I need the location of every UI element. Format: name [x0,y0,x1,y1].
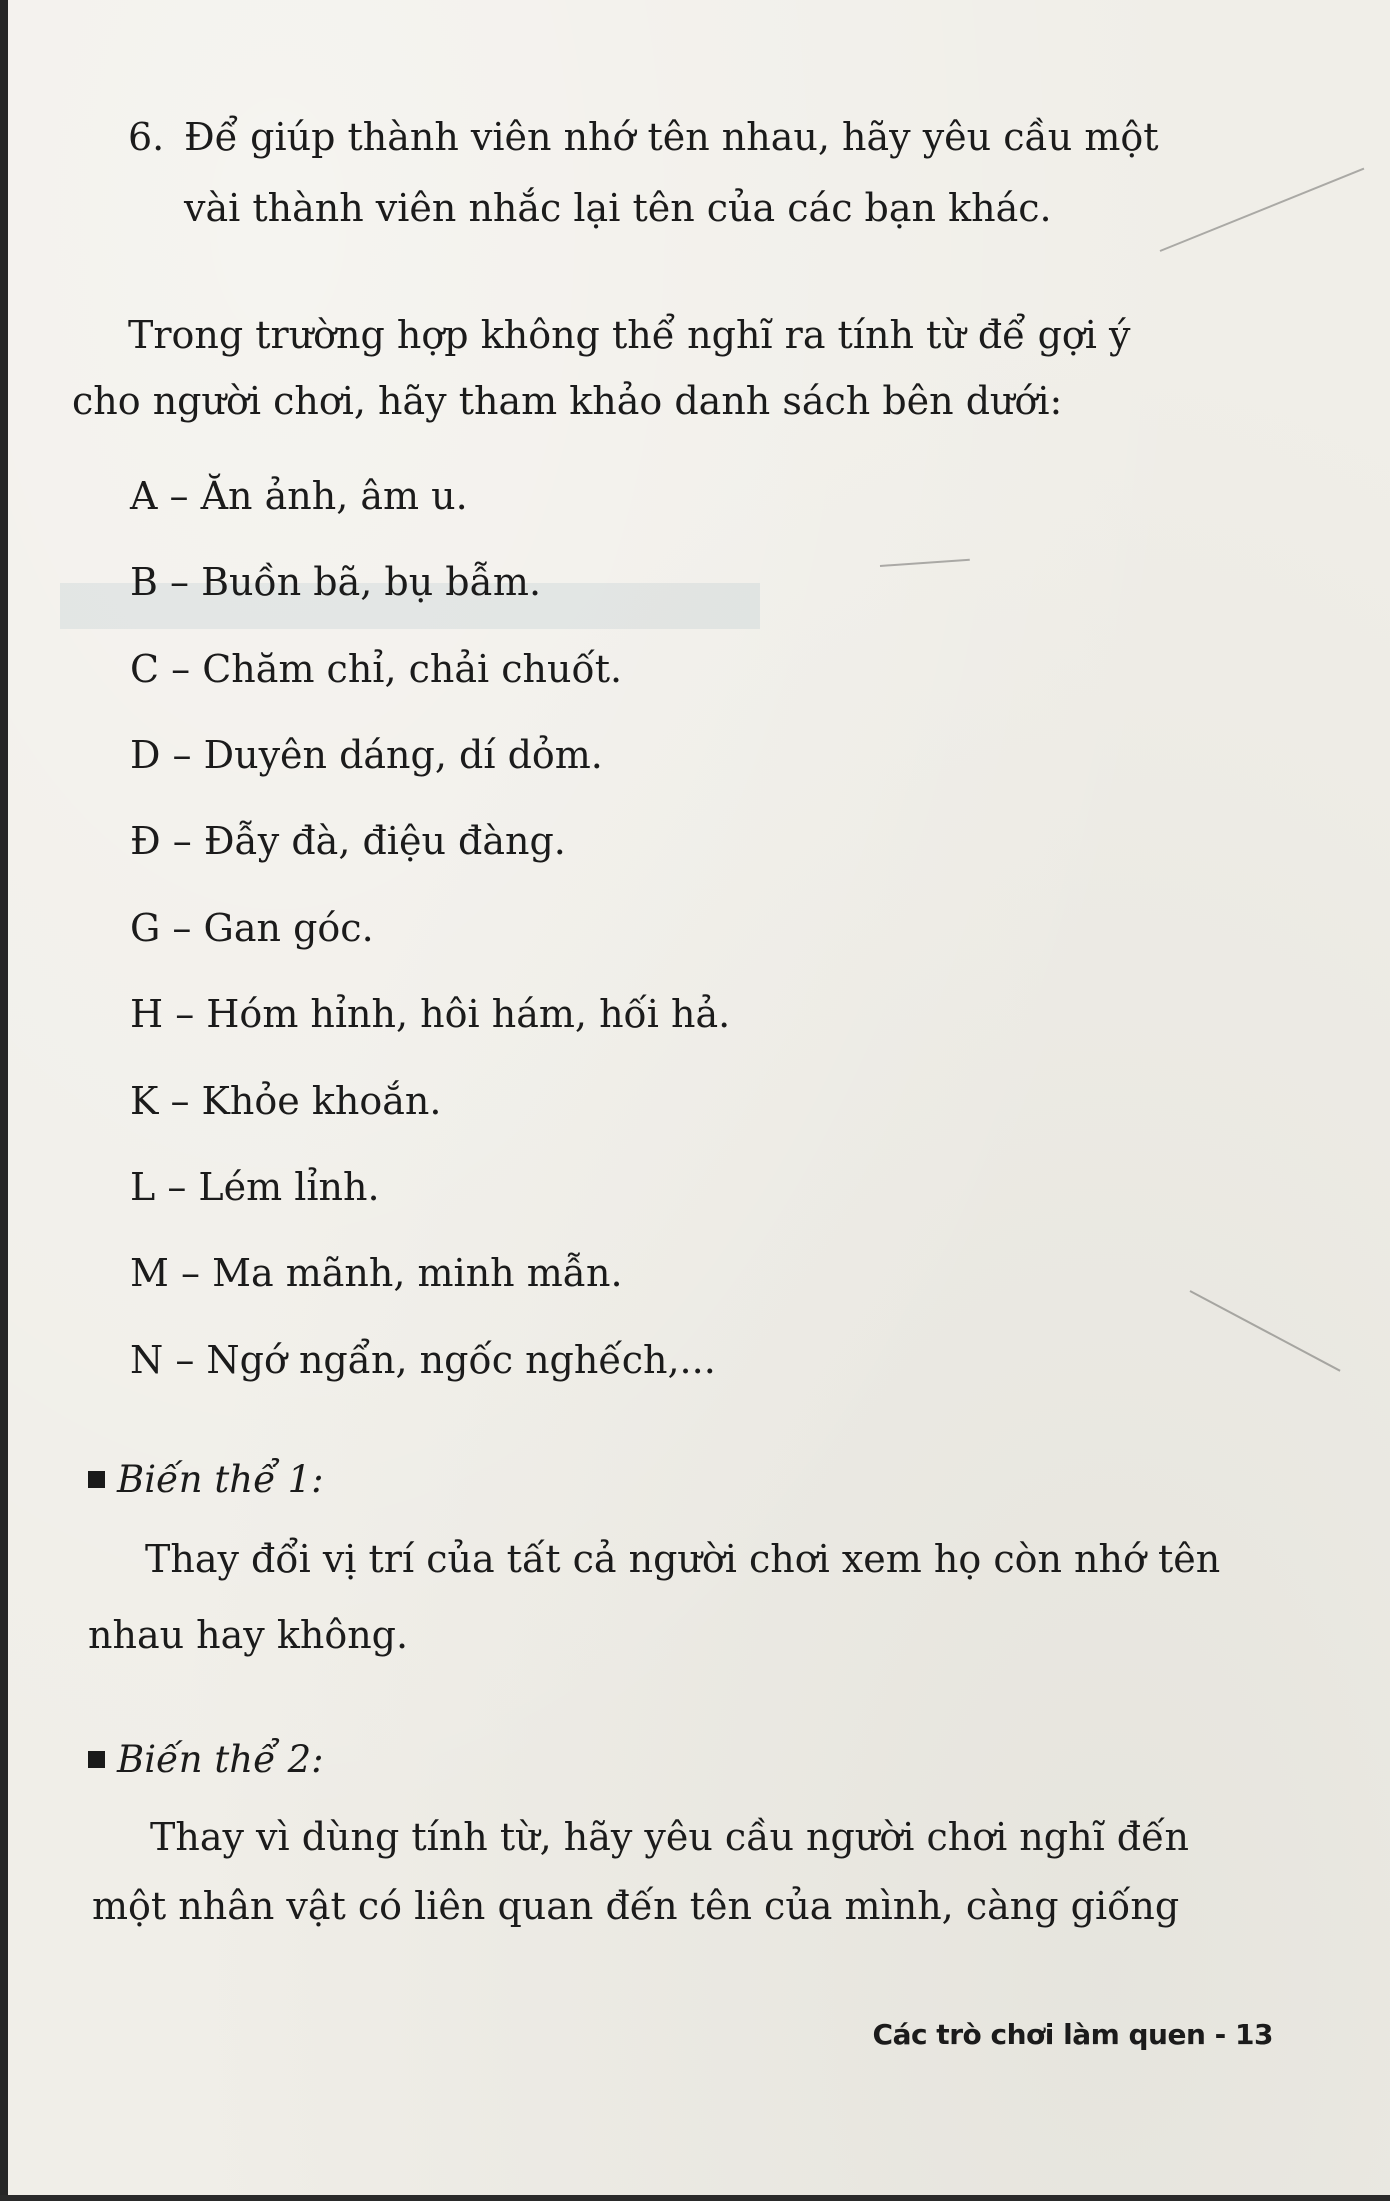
list-item: G – Gan góc. [130,906,374,950]
scan-edge-bottom [0,2195,1390,2201]
bullet-square-icon [88,1751,105,1768]
item-6-line-2: vài thành viên nhắc lại tên của các bạn khác. [184,186,1052,230]
variant-2-heading [88,1738,324,1781]
variant-1-line-1: Thay đổi vị trí của tất cả người chơi xem họ còn nhớ tên [145,1537,1221,1581]
variant-1-heading [88,1458,324,1501]
scan-edge-left [0,0,8,2201]
list-item: D – Duyên dáng, dí dỏm. [130,733,603,777]
scan-scratch [880,559,970,567]
list-item: N – Ngớ ngẩn, ngốc nghếch,... [130,1338,716,1382]
item-6-line-1: Để giúp thành viên nhớ tên nhau, hãy yêu cầu một [184,115,1159,159]
scan-scratch [1190,1290,1341,1372]
variant-2-line-2: một nhân vật có liên quan đến tên của mình, càng giống [92,1884,1180,1928]
list-item: L – Lém lỉnh. [130,1165,380,1209]
list-item: M – Ma mãnh, minh mẫn. [130,1251,623,1295]
variant-2-heading-text: Biến thể 2: [117,1738,324,1781]
variant-1-line-2: nhau hay không. [88,1613,409,1657]
list-item: C – Chăm chỉ, chải chuốt. [130,647,623,691]
variant-2-line-1: Thay vì dùng tính từ, hãy yêu cầu người chơi nghĩ đến [150,1815,1189,1859]
list-item: A – Ăn ảnh, âm u. [130,474,468,518]
intro-line-1: Trong trường hợp không thể nghĩ ra tính từ để gợi ý [128,313,1131,357]
item-6-number: 6. [128,115,165,159]
list-item: Đ – Đẫy đà, điệu đàng. [130,819,566,863]
scan-scratch [1160,168,1365,252]
list-item: B – Buồn bã, bụ bẫm. [130,560,542,604]
bullet-square-icon [88,1471,105,1488]
variant-1-heading-text: Biến thể 1: [117,1458,324,1501]
list-item: K – Khỏe khoắn. [130,1079,442,1123]
list-item: H – Hóm hỉnh, hôi hám, hối hả. [130,992,731,1036]
intro-line-2: cho người chơi, hãy tham khảo danh sách bên dưới: [72,379,1063,423]
page-footer: Các trò chơi làm quen - 13 [872,2018,1273,2051]
